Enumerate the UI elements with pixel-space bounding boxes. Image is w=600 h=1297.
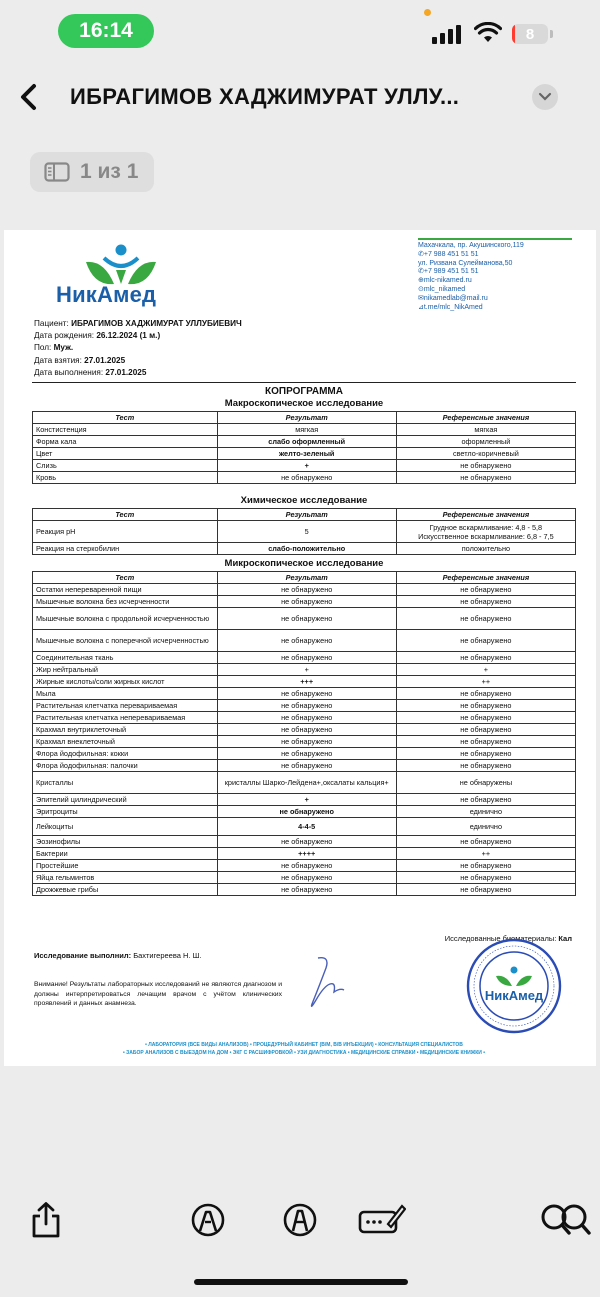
stamp-text: НикАмед — [484, 988, 544, 1003]
column-header: Тест — [33, 572, 218, 584]
results-table — [32, 411, 576, 484]
reference-value — [396, 521, 575, 543]
reference-value: не обнаружено — [396, 860, 575, 872]
test-name: Эпителий цилиндрический — [33, 794, 218, 806]
patient-dob: 26.12.2024 (1 м.) — [96, 331, 161, 341]
cellular-signal-icon — [432, 24, 461, 44]
chevron-down-icon — [538, 92, 552, 102]
reference-value: мягкая — [396, 424, 575, 436]
results-table — [32, 508, 576, 555]
table-row — [33, 836, 576, 848]
patient-info: Пациент: ИБРАГИМОВ ХАДЖИМУРАТ УЛЛУБИЕВИЧ Дата рождения: 26.12.2024 (1 м.) Пол: Муж. Дата взятия: 27.01.2025 Дата выполнения: 27.01.2025 — [34, 319, 242, 377]
test-name: Остатки непереваренной пищи — [33, 584, 218, 596]
test-name: Мыла — [33, 688, 218, 700]
wifi-icon — [474, 22, 502, 44]
reference-value: не обнаружено — [396, 724, 575, 736]
test-result: кристаллы Шарко-Лейдена+,оксалаты кальция+ — [217, 772, 396, 794]
reference-value: не обнаружено — [396, 472, 575, 484]
bottom-toolbar — [0, 1190, 600, 1250]
test-name: Мышечные волокна с поперечной исчерченностью — [33, 630, 218, 652]
clinic-stamp-icon — [466, 938, 562, 1034]
battery-level: 8 — [525, 25, 535, 43]
reference-value: не обнаружено — [396, 836, 575, 848]
table-header-row — [33, 509, 576, 521]
status-time[interactable]: 16:14 — [58, 14, 154, 48]
table-row — [33, 608, 576, 630]
footer-services-1: • ЛАБОРАТОРИЯ (ВСЕ ВИДЫ АНАЛИЗОВ) • ПРОЦЕДУРНЫЙ КАБИНЕТ (В/М, В/В ИНЪЕКЦИИ) • КОНСУЛЬТАЦИЯ СПЕЦИАЛИСТОВ — [145, 1042, 463, 1048]
table-row — [33, 818, 576, 836]
logo-text: НикАмед — [56, 282, 157, 307]
contact-line[interactable]: ⊙mlc_nikamed — [418, 285, 466, 293]
column-header: Результат — [217, 412, 396, 424]
test-name: Слизь — [33, 460, 218, 472]
reference-value: единично — [396, 818, 575, 836]
test-name: Жир нейтральный — [33, 664, 218, 676]
test-name: Форма кала — [33, 436, 218, 448]
reference-value: не обнаружено — [396, 596, 575, 608]
test-result: 4-4-5 — [217, 818, 396, 836]
test-name: Флора йодофильная: кокки — [33, 748, 218, 760]
test-result: не обнаружено — [217, 724, 396, 736]
table-row — [33, 521, 576, 543]
table-row — [33, 676, 576, 688]
signature-icon — [300, 954, 346, 1012]
search-icon[interactable] — [538, 1200, 592, 1240]
contact-line[interactable]: ⊕mlc-nikamed.ru — [418, 277, 472, 285]
test-name: Растительная клетчатка перевариваемая — [33, 700, 218, 712]
reference-value: не обнаружено — [396, 794, 575, 806]
table-row — [33, 664, 576, 676]
test-result: не обнаружено — [217, 748, 396, 760]
reference-value: не обнаружено — [396, 688, 575, 700]
table-row — [33, 794, 576, 806]
contact-line: ул. Ризвана Сулейманова,50 — [418, 259, 513, 267]
reference-value: не обнаружено — [396, 760, 575, 772]
results-table — [32, 571, 576, 896]
test-name: Соединительная ткань — [33, 652, 218, 664]
section-title: Химическое исследование — [240, 495, 368, 506]
table-row — [33, 760, 576, 772]
report-title: КОПРОГРАММА — [265, 386, 343, 397]
table-row — [33, 472, 576, 484]
test-name: Реакция на стеркобилин — [33, 543, 218, 555]
test-result: слабо-положительно — [217, 543, 396, 555]
contact-line[interactable]: ✆+7 989 451 51 51 — [418, 268, 479, 276]
reference-value: не обнаружено — [396, 700, 575, 712]
privacy-indicator-dot — [424, 9, 431, 16]
contact-line[interactable]: ⊿t.me/mlc_NikAmed — [418, 303, 483, 311]
test-name: Мышечные волокна с продольной исчерченностью — [33, 608, 218, 630]
column-header: Результат — [217, 572, 396, 584]
test-result: не обнаружено — [217, 760, 396, 772]
reference-value: светло-коричневый — [396, 448, 575, 460]
table-header-row — [33, 572, 576, 584]
table-row — [33, 806, 576, 818]
disclaimer-text: Внимание! Результаты лабораторных исследований не являются диагнозом и должны интерпретироваться лечащим врачом с учётом клинических проявлений и данных анамнеза. — [34, 981, 282, 1007]
signature-tool-icon[interactable] — [358, 1200, 406, 1240]
table-row — [33, 460, 576, 472]
table-row — [33, 584, 576, 596]
test-name: Яйца гельминтов — [33, 872, 218, 884]
sidebar-icon — [44, 162, 70, 182]
reference-value: не обнаружено — [396, 584, 575, 596]
test-result: не обнаружено — [217, 608, 396, 630]
test-result: не обнаружено — [217, 584, 396, 596]
table-row — [33, 860, 576, 872]
test-result: ++++ — [217, 848, 396, 860]
reference-value: не обнаружены — [396, 772, 575, 794]
table-row — [33, 424, 576, 436]
table-header-row — [33, 412, 576, 424]
test-name: Бактерии — [33, 848, 218, 860]
test-result: не обнаружено — [217, 806, 396, 818]
battery-tip — [550, 30, 553, 38]
test-result: не обнаружено — [217, 872, 396, 884]
reference-value: единично — [396, 806, 575, 818]
title-menu-button[interactable] — [532, 84, 558, 110]
test-result: не обнаружено — [217, 736, 396, 748]
table-row — [33, 724, 576, 736]
biomaterial-line: Исследованные биоматериалы: Кал — [444, 934, 572, 943]
share-icon[interactable] — [26, 1200, 66, 1240]
table-row — [33, 596, 576, 608]
footer-services-2: • ЗАБОР АНАЛИЗОВ С ВЫЕЗДОМ НА ДОМ • ЭКГ С РАСШИФРОВКОЙ • УЗИ ДИАГНОСТИКА • МЕДИЦИНСКИЕ СПРАВКИ • МЕДИЦИНСКИЕ КНИЖКИ • — [122, 1050, 485, 1056]
table-row — [33, 700, 576, 712]
test-name: Флора йодофильная: палочки — [33, 760, 218, 772]
test-result: не обнаружено — [217, 884, 396, 896]
test-result: не обнаружено — [217, 630, 396, 652]
column-header: Референсные значения — [396, 509, 575, 521]
test-name: Эритроциты — [33, 806, 218, 818]
reference-value: не обнаружено — [396, 748, 575, 760]
test-result: + — [217, 794, 396, 806]
test-name: Кристаллы — [33, 772, 218, 794]
reference-value: не обнаружено — [396, 652, 575, 664]
test-result: не обнаружено — [217, 688, 396, 700]
test-result: не обнаружено — [217, 700, 396, 712]
reference-value: не обнаружено — [396, 884, 575, 896]
patient-sex: Муж. — [53, 343, 74, 353]
test-result: + — [217, 460, 396, 472]
sample-date: 27.01.2025 — [84, 355, 126, 365]
test-name: Растительная клетчатка неперевариваемая — [33, 712, 218, 724]
divider — [32, 382, 576, 383]
table-row — [33, 748, 576, 760]
patient-name: ИБРАГИМОВ ХАДЖИМУРАТ УЛЛУБИЕВИЧ — [71, 319, 242, 328]
contact-line: Махачкала, пр. Акушинского,119 — [418, 242, 524, 249]
table-row — [33, 688, 576, 700]
test-result: не обнаружено — [217, 472, 396, 484]
test-name: Лейкоциты — [33, 818, 218, 836]
test-result: + — [217, 664, 396, 676]
test-name: Жирные кислоты/соли жирных кислот — [33, 676, 218, 688]
reference-value: не обнаружено — [396, 736, 575, 748]
column-header: Референсные значения — [396, 412, 575, 424]
test-name: Крахмал внеклеточный — [33, 736, 218, 748]
back-chevron-icon[interactable] — [14, 80, 46, 114]
table-row — [33, 772, 576, 794]
document-page[interactable] — [4, 230, 596, 1066]
table-row — [33, 872, 576, 884]
test-name: Эозинофилы — [33, 836, 218, 848]
battery-icon — [512, 24, 548, 44]
test-name: Кровь — [33, 472, 218, 484]
test-name: Мышечные волокна без исчерченности — [33, 596, 218, 608]
document-title: ИБРАГИМОВ ХАДЖИМУРАТ УЛЛУ... — [70, 84, 460, 109]
reference-value: ++ — [396, 676, 575, 688]
test-name: Реакция pH — [33, 521, 218, 543]
reference-line: Искусственное вскармливание: 6,8 - 7,5 — [418, 531, 554, 541]
column-header: Тест — [33, 509, 218, 521]
reference-value: не обнаружено — [396, 460, 575, 472]
test-result: не обнаружено — [217, 836, 396, 848]
completion-date: 27.01.2025 — [105, 367, 147, 377]
highlighter-icon[interactable] — [280, 1200, 320, 1240]
performed-by: Исследование выполнил: Бахтигереева Н. Ш. — [34, 951, 202, 960]
contact-line[interactable]: ✉nikamedlab@mail.ru — [418, 294, 488, 302]
test-name: Дрожжевые грибы — [33, 884, 218, 896]
reference-value: не обнаружено — [396, 608, 575, 630]
reference-value: положительно — [396, 543, 575, 555]
test-result: не обнаружено — [217, 712, 396, 724]
reference-value: оформленный — [396, 436, 575, 448]
status-bar — [0, 0, 600, 64]
home-indicator[interactable] — [194, 1279, 408, 1285]
clinic-contacts — [418, 238, 572, 312]
test-name: Крахмал внутриклеточный — [33, 724, 218, 736]
test-result: слабо оформленный — [217, 436, 396, 448]
reference-value: ++ — [396, 848, 575, 860]
markup-icon[interactable] — [188, 1200, 228, 1240]
test-name: Простейшие — [33, 860, 218, 872]
test-result: не обнаружено — [217, 652, 396, 664]
page-count-label: 1 из 1 — [80, 160, 139, 183]
table-row — [33, 652, 576, 664]
test-name: Констистенция — [33, 424, 218, 436]
table-row — [33, 848, 576, 860]
table-row — [33, 884, 576, 896]
test-result: желто-зеленый — [217, 448, 396, 460]
contact-line[interactable]: ✆+7 988 451 51 51 — [418, 250, 479, 258]
page-indicator[interactable] — [30, 152, 154, 192]
table-row — [33, 630, 576, 652]
test-result: +++ — [217, 676, 396, 688]
column-header: Тест — [33, 412, 218, 424]
table-row — [33, 448, 576, 460]
test-result: 5 — [217, 521, 396, 543]
test-result: не обнаружено — [217, 596, 396, 608]
reference-value: не обнаружено — [396, 712, 575, 724]
section-title: Макроскопическое исследование — [224, 398, 384, 409]
table-row — [33, 436, 576, 448]
table-row — [33, 712, 576, 724]
test-result: не обнаружено — [217, 860, 396, 872]
reference-value: + — [396, 664, 575, 676]
column-header: Результат — [217, 509, 396, 521]
test-result: мягкая — [217, 424, 396, 436]
section-title: Микроскопическое исследование — [224, 558, 384, 569]
table-row — [33, 543, 576, 555]
test-name: Цвет — [33, 448, 218, 460]
column-header: Референсные значения — [396, 572, 575, 584]
reference-value: не обнаружено — [396, 630, 575, 652]
reference-value: не обнаружено — [396, 872, 575, 884]
reference-line: Грудное вскармливание: 4,8 - 5,8 — [429, 522, 543, 532]
table-row — [33, 736, 576, 748]
